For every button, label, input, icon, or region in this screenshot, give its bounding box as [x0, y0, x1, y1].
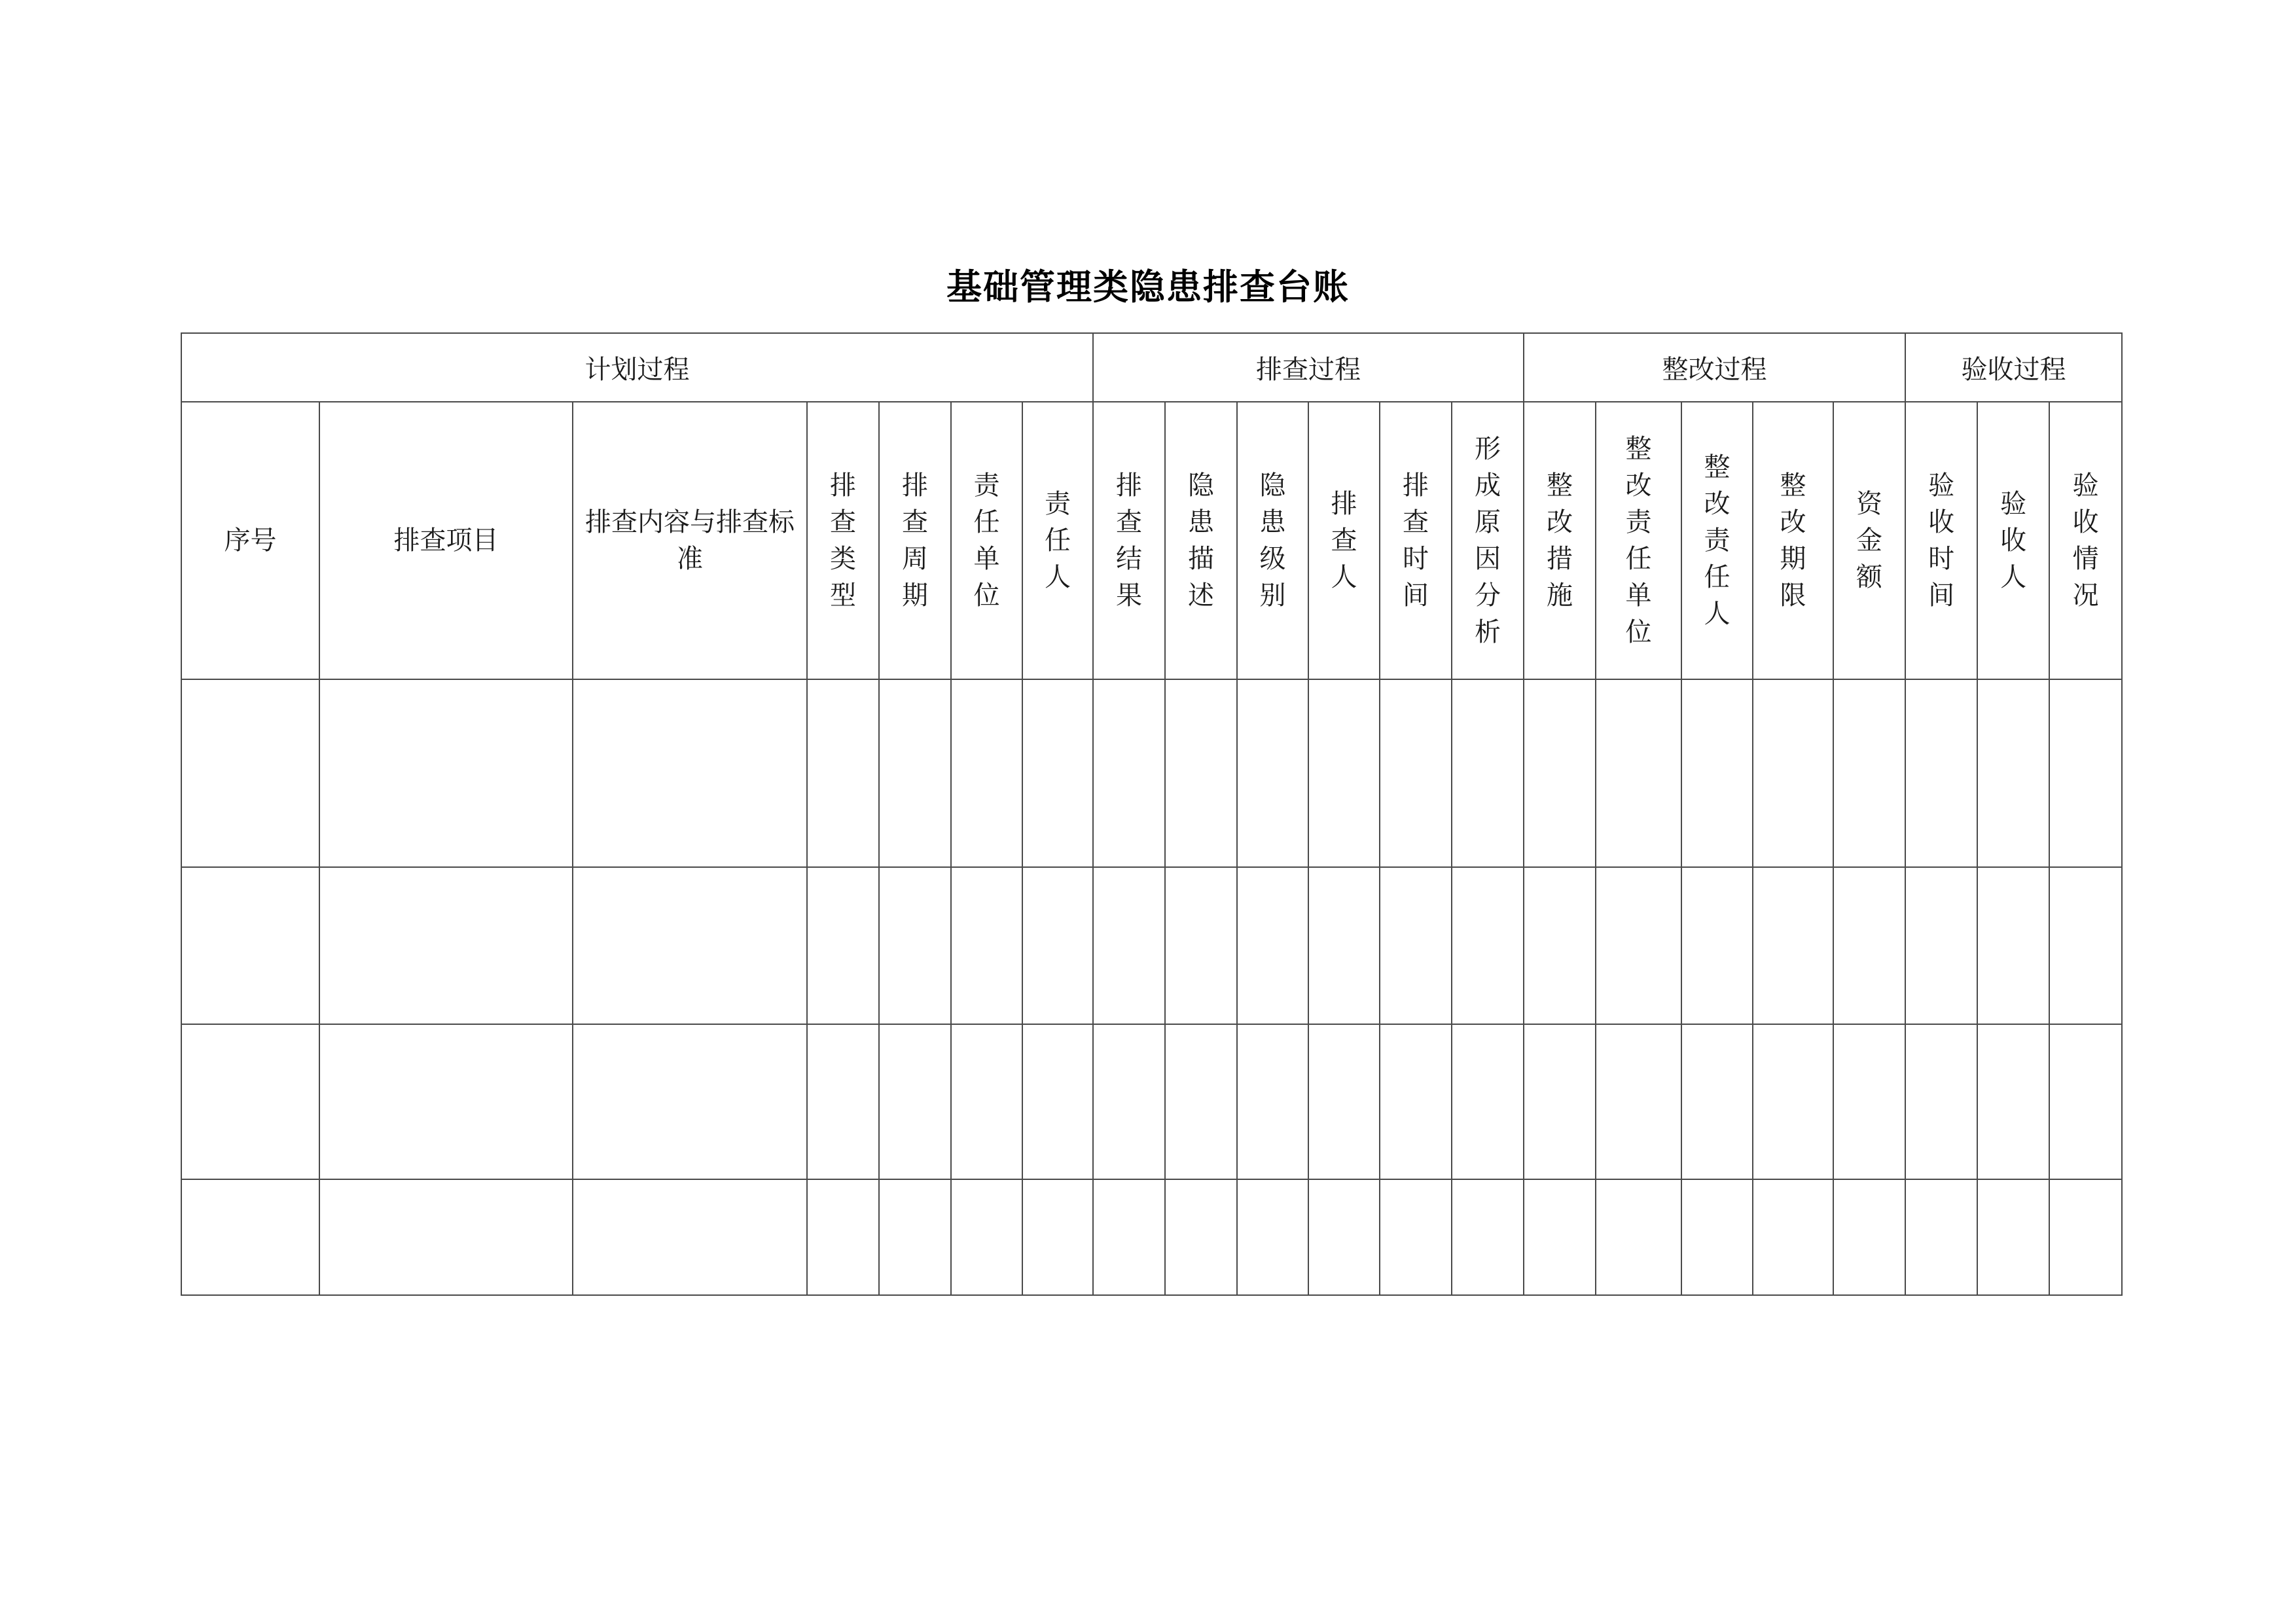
table-cell[interactable] — [1833, 867, 1905, 1024]
table-row — [181, 679, 2122, 867]
table-cell[interactable] — [807, 1024, 879, 1179]
table-cell[interactable] — [319, 1179, 573, 1295]
table-cell[interactable] — [1905, 1179, 1977, 1295]
table-cell[interactable] — [573, 1024, 807, 1179]
table-row — [181, 867, 2122, 1024]
table-cell[interactable] — [2049, 1024, 2122, 1179]
table-cell[interactable] — [1833, 1179, 1905, 1295]
table-cell[interactable] — [1452, 1179, 1524, 1295]
table-cell[interactable] — [181, 867, 319, 1024]
col-header-inspector: 排查人 — [1308, 402, 1380, 679]
col-header-inspection-result: 排查结果 — [1093, 402, 1165, 679]
group-acceptance-process: 验收过程 — [1905, 333, 2122, 402]
table-cell[interactable] — [1977, 867, 2049, 1024]
table-cell[interactable] — [1452, 1024, 1524, 1179]
table-cell[interactable] — [879, 867, 951, 1024]
hazard-ledger-table — [181, 332, 2123, 1296]
table-cell[interactable] — [1452, 867, 1524, 1024]
col-header-rectification-person: 整改责任人 — [1681, 402, 1753, 679]
table-cell[interactable] — [1833, 679, 1905, 867]
col-header-rectification-deadline: 整改期限 — [1753, 402, 1833, 679]
table-cell[interactable] — [1596, 867, 1681, 1024]
table-cell[interactable] — [1308, 867, 1380, 1024]
table-cell[interactable] — [319, 679, 573, 867]
col-header-inspection-type: 排查类型 — [807, 402, 879, 679]
table-cell[interactable] — [1165, 679, 1237, 867]
table-cell[interactable] — [181, 1024, 319, 1179]
table-cell[interactable] — [319, 867, 573, 1024]
table-cell[interactable] — [1681, 679, 1753, 867]
table-cell[interactable] — [2049, 867, 2122, 1024]
col-header-acceptance-status: 验收情况 — [2049, 402, 2122, 679]
table-cell[interactable] — [1093, 1179, 1165, 1295]
table-cell[interactable] — [1380, 867, 1452, 1024]
table-cell[interactable] — [1596, 1024, 1681, 1179]
table-cell[interactable] — [951, 679, 1022, 867]
table-cell[interactable] — [1237, 679, 1308, 867]
table-cell[interactable] — [1237, 867, 1308, 1024]
table-cell[interactable] — [1905, 867, 1977, 1024]
table-cell[interactable] — [1596, 1179, 1681, 1295]
table-cell[interactable] — [1753, 867, 1833, 1024]
group-rectification-process: 整改过程 — [1524, 333, 1905, 402]
table-cell[interactable] — [1681, 1179, 1753, 1295]
table-cell[interactable] — [1308, 679, 1380, 867]
table-cell[interactable] — [807, 1179, 879, 1295]
table-cell[interactable] — [1524, 1024, 1596, 1179]
col-header-inspection-content: 排查内容与排查标准 — [573, 402, 807, 679]
col-header-inspection-time: 排查时间 — [1380, 402, 1452, 679]
table-cell[interactable] — [1524, 867, 1596, 1024]
table-cell[interactable] — [951, 867, 1022, 1024]
table-cell[interactable] — [319, 1024, 573, 1179]
table-cell[interactable] — [1022, 679, 1093, 867]
table-cell[interactable] — [1308, 1179, 1380, 1295]
table-cell[interactable] — [1093, 867, 1165, 1024]
table-cell[interactable] — [1524, 679, 1596, 867]
table-cell[interactable] — [1524, 1179, 1596, 1295]
table-cell[interactable] — [879, 1024, 951, 1179]
table-cell[interactable] — [807, 679, 879, 867]
col-header-hazard-description: 隐患描述 — [1165, 402, 1237, 679]
table-cell[interactable] — [2049, 679, 2122, 867]
table-cell[interactable] — [1093, 1024, 1165, 1179]
table-cell[interactable] — [1753, 1179, 1833, 1295]
col-header-responsible-person: 责任人 — [1022, 402, 1093, 679]
col-header-fund-amount: 资金额 — [1833, 402, 1905, 679]
group-header-row — [181, 333, 2122, 402]
table-cell[interactable] — [1977, 1179, 2049, 1295]
col-header-inspection-cycle: 排查周期 — [879, 402, 951, 679]
table-cell[interactable] — [1681, 1024, 1753, 1179]
col-header-hazard-level: 隐患级别 — [1237, 402, 1308, 679]
table-cell[interactable] — [1165, 1024, 1237, 1179]
table-cell[interactable] — [1905, 1024, 1977, 1179]
col-header-responsible-unit: 责任单位 — [951, 402, 1022, 679]
table-cell[interactable] — [1308, 1024, 1380, 1179]
group-inspection-process: 排查过程 — [1093, 333, 1524, 402]
table-cell[interactable] — [1380, 1179, 1452, 1295]
table-cell[interactable] — [181, 679, 319, 867]
table-cell[interactable] — [1022, 867, 1093, 1024]
col-header-acceptor: 验收人 — [1977, 402, 2049, 679]
table-cell[interactable] — [1165, 867, 1237, 1024]
table-cell[interactable] — [1022, 1179, 1093, 1295]
table-cell[interactable] — [951, 1179, 1022, 1295]
table-cell[interactable] — [1380, 679, 1452, 867]
table-cell[interactable] — [879, 679, 951, 867]
table-cell[interactable] — [1093, 679, 1165, 867]
table-cell[interactable] — [1237, 1179, 1308, 1295]
table-cell[interactable] — [1905, 679, 1977, 867]
column-header-row — [181, 402, 2122, 679]
table-cell[interactable] — [1596, 679, 1681, 867]
table-cell[interactable] — [1165, 1179, 1237, 1295]
table-cell[interactable] — [807, 867, 879, 1024]
table-cell[interactable] — [181, 1179, 319, 1295]
table-cell[interactable] — [1833, 1024, 1905, 1179]
col-header-inspection-item: 排查项目 — [319, 402, 573, 679]
table-cell[interactable] — [1977, 1024, 2049, 1179]
col-header-acceptance-time: 验收时间 — [1905, 402, 1977, 679]
group-plan-process: 计划过程 — [181, 333, 1093, 402]
table-cell[interactable] — [573, 1179, 807, 1295]
table-cell[interactable] — [2049, 1179, 2122, 1295]
table-cell[interactable] — [1753, 679, 1833, 867]
col-header-rectification-measures: 整改措施 — [1524, 402, 1596, 679]
col-header-serial-number: 序号 — [181, 402, 319, 679]
col-header-rectification-unit: 整改责任单位 — [1596, 402, 1681, 679]
page-title: 基础管理类隐患排查台账 — [946, 266, 1350, 308]
table-cell[interactable] — [879, 1179, 951, 1295]
table-row — [181, 1179, 2122, 1295]
table-cell[interactable] — [1237, 1024, 1308, 1179]
table-cell[interactable] — [1022, 1024, 1093, 1179]
table-cell[interactable] — [1681, 867, 1753, 1024]
table-cell[interactable] — [573, 679, 807, 867]
table-cell[interactable] — [1753, 1024, 1833, 1179]
table-cell[interactable] — [1452, 679, 1524, 867]
table-cell[interactable] — [951, 1024, 1022, 1179]
table-row — [181, 1024, 2122, 1179]
table-cell[interactable] — [1977, 679, 2049, 867]
col-header-cause-analysis: 形成原因分析 — [1452, 402, 1524, 679]
table-cell[interactable] — [1380, 1024, 1452, 1179]
table-cell[interactable] — [573, 867, 807, 1024]
